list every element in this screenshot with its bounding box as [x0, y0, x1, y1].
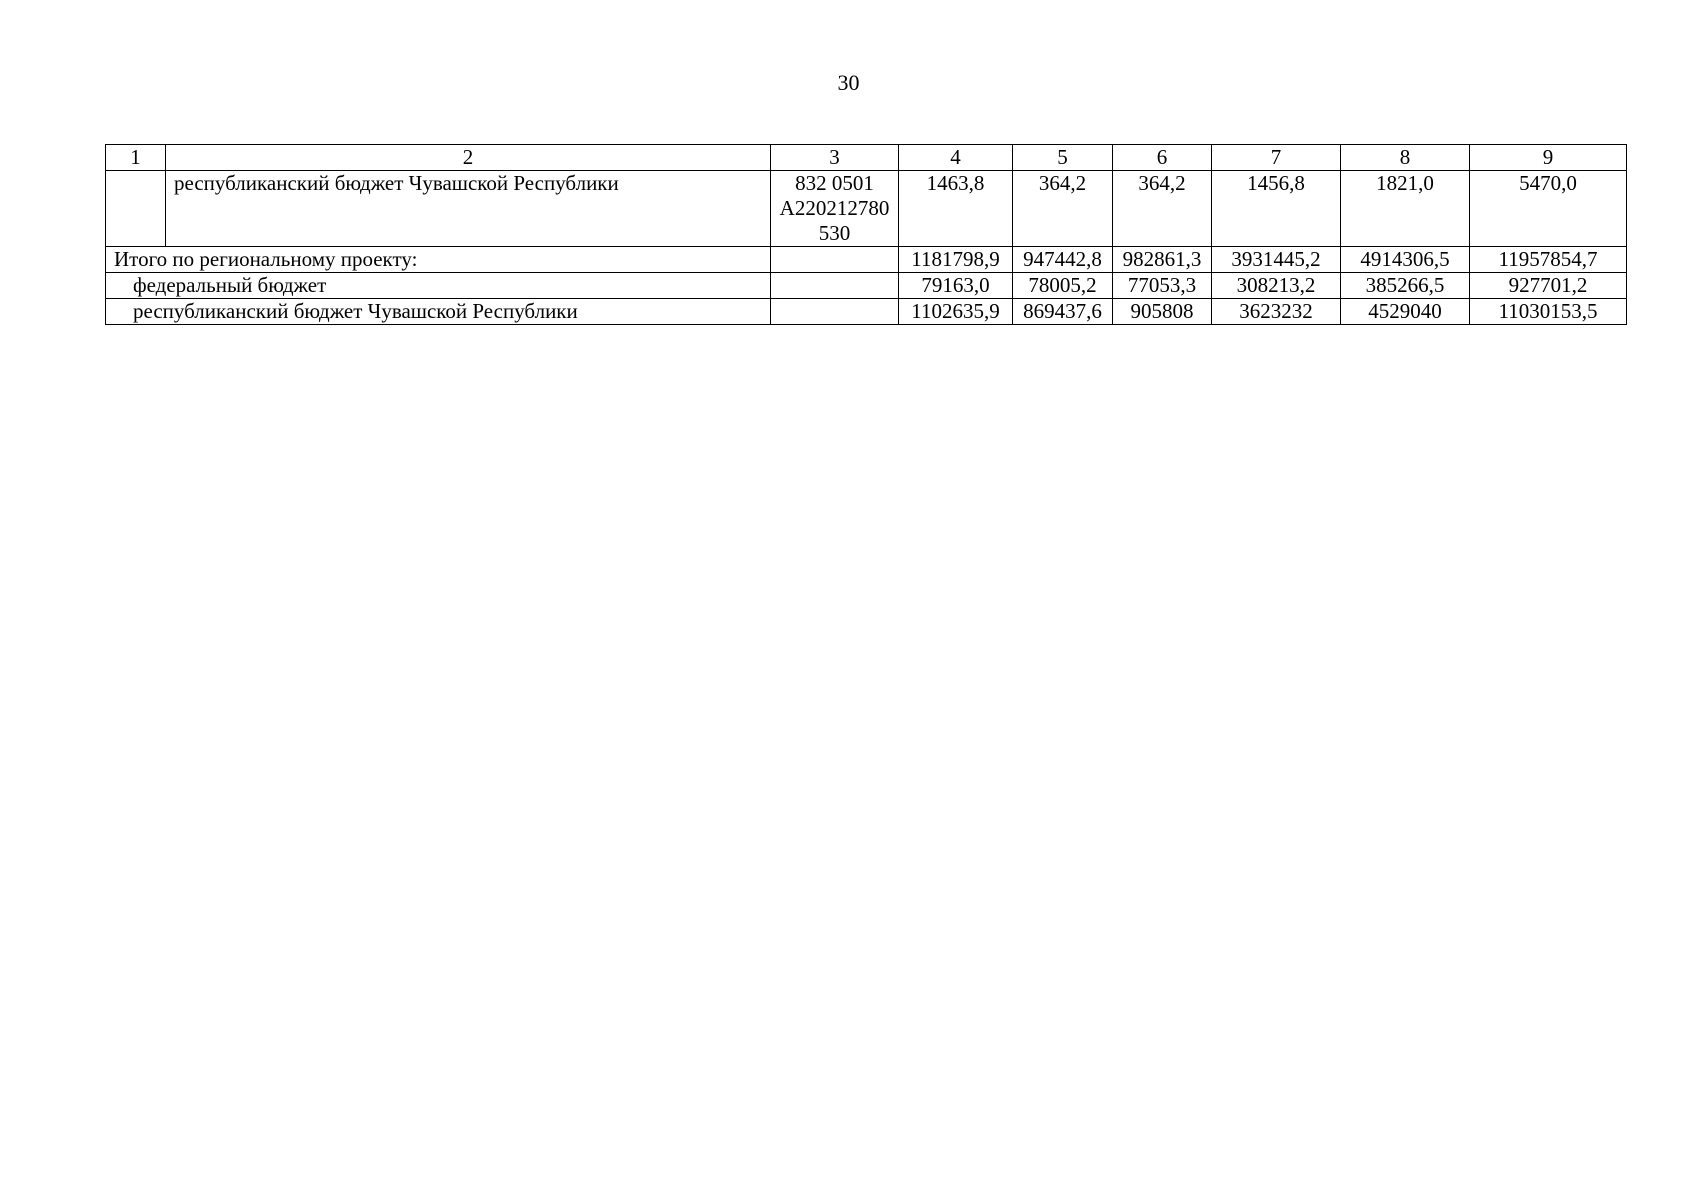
table-row-republic: [106, 299, 1627, 325]
column-number-row: [106, 145, 1627, 171]
value-cell: 1456,8: [1212, 171, 1341, 247]
row-name-cell: республиканский бюджет Чувашской Республики: [166, 171, 771, 247]
value-cell: 385266,5: [1341, 273, 1470, 299]
value-cell: 4529040: [1341, 299, 1470, 325]
value-cell: 78005,2: [1013, 273, 1113, 299]
budget-code-line: А220212780: [779, 196, 890, 220]
value-cell: 1102635,9: [899, 299, 1013, 325]
budget-code-line: 832 0501: [795, 171, 874, 195]
column-number-cell: 1: [106, 145, 166, 171]
value-cell: 982861,3: [1113, 247, 1212, 273]
value-cell: 1181798,9: [899, 247, 1013, 273]
budget-code-line: 530: [818, 221, 851, 245]
value-cell: 11030153,5: [1470, 299, 1627, 325]
table-row-detail: [106, 171, 1627, 247]
row-name-cell: республиканский бюджет Чувашской Республики: [106, 299, 771, 325]
row-name-cell: Итого по региональному проекту:: [106, 247, 771, 273]
value-cell: 3623232: [1212, 299, 1341, 325]
value-cell: 308213,2: [1212, 273, 1341, 299]
column-number-cell: 6: [1113, 145, 1212, 171]
budget-code-cell: [771, 299, 899, 325]
page-number: 30: [837, 70, 860, 95]
value-cell: 77053,3: [1113, 273, 1212, 299]
value-cell: 79163,0: [899, 273, 1013, 299]
value-cell: 869437,6: [1013, 299, 1113, 325]
value-cell: 1463,8: [899, 171, 1013, 247]
value-cell: 364,2: [1013, 171, 1113, 247]
budget-table: [105, 144, 1627, 325]
column-number-cell: 3: [771, 145, 899, 171]
value-cell: 905808: [1113, 299, 1212, 325]
row-number-cell: [106, 171, 166, 247]
budget-code-cell: [771, 273, 899, 299]
column-number-cell: 7: [1212, 145, 1341, 171]
value-cell: 1821,0: [1341, 171, 1470, 247]
column-number-cell: 2: [166, 145, 771, 171]
value-cell: 927701,2: [1470, 273, 1627, 299]
column-number-cell: 8: [1341, 145, 1470, 171]
value-cell: 11957854,7: [1470, 247, 1627, 273]
table-row-federal: [106, 273, 1627, 299]
budget-code-cell: [771, 171, 899, 247]
column-number-cell: 5: [1013, 145, 1113, 171]
column-number-cell: 4: [899, 145, 1013, 171]
row-name-cell: федеральный бюджет: [106, 273, 771, 299]
budget-code-cell: [771, 247, 899, 273]
value-cell: 3931445,2: [1212, 247, 1341, 273]
column-number-cell: 9: [1470, 145, 1627, 171]
value-cell: 364,2: [1113, 171, 1212, 247]
value-cell: 4914306,5: [1341, 247, 1470, 273]
value-cell: 947442,8: [1013, 247, 1113, 273]
value-cell: 5470,0: [1470, 171, 1627, 247]
table-row-total: [106, 247, 1627, 273]
